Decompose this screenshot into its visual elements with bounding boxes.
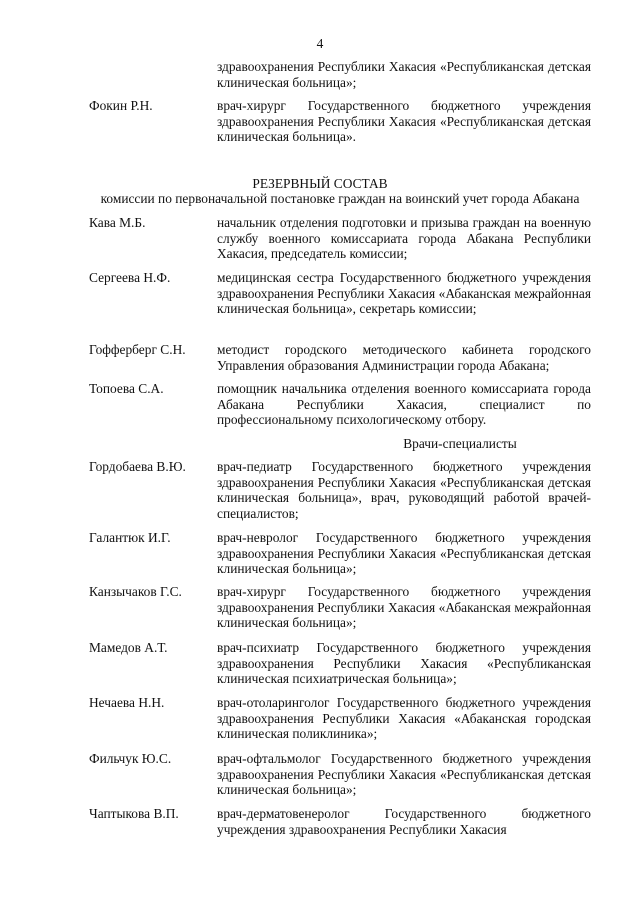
- member-name: Топоева С.А.: [89, 381, 164, 396]
- page-number: 4: [316, 36, 324, 51]
- doctor-name: Гордобаева В.Ю.: [89, 459, 186, 474]
- member-name: Фокин Р.Н.: [89, 98, 153, 113]
- doctor-description: врач-офтальмолог Государственного бюджетного учреждения здравоохранения Республики Хакасия «Республиканская детская клиническая больница»;: [217, 751, 591, 797]
- doctor-description: врач-невролог Государственного бюджетного учреждения здравоохранения Республики Хакасия «Республиканская детская клиническая больница»;: [217, 530, 591, 576]
- doctor-name: Канзычаков Г.С.: [89, 584, 182, 599]
- doctor-name: Нечаева Н.Н.: [89, 695, 165, 710]
- doctor-name: Фильчук Ю.С.: [89, 751, 172, 766]
- member-description: медицинская сестра Государственного бюджетного учреждения здравоохранения Республики Хакасия «Абаканская межрайонная клиническая больница», секретарь комиссии;: [217, 270, 591, 316]
- member-name: Сергеева Н.Ф.: [89, 270, 171, 285]
- doctor-name: Мамедов А.Т.: [89, 640, 168, 655]
- continuation-text: здравоохранения Республики Хакасия «Республиканская детская клиническая больница»;: [217, 59, 591, 90]
- reserve-subtitle: комиссии по первоначальной постановке граждан на воинский учет города Абакана: [100, 191, 580, 206]
- doctor-description: врач-хирург Государственного бюджетного учреждения здравоохранения Республики Хакасия «Абаканская межрайонная клиническая больница»;: [217, 584, 591, 630]
- doctor-name: Чаптыкова В.П.: [89, 806, 179, 821]
- reserve-title: РЕЗЕРВНЫЙ СОСТАВ: [252, 176, 388, 191]
- doctors-heading: Врачи-специалисты: [403, 436, 517, 451]
- member-description: помощник начальника отделения военного комиссариата города Абакана Республики Хакасия, специалист по профессиональному психологическому отбору.: [217, 381, 591, 427]
- member-description: врач-хирург Государственного бюджетного учреждения здравоохранения Республики Хакасия «Республиканская детская клиническая больница».: [217, 98, 591, 144]
- doctor-description: врач-отоларинголог Государственного бюджетного учреждения здравоохранения Республики Хакасия «Абаканская городская клиническая поликлиника»;: [217, 695, 591, 741]
- member-description: начальник отделения подготовки и призыва граждан на военную службу военного комиссариата города Абакана Республики Хакасия, председатель комиссии;: [217, 215, 591, 261]
- member-name: Гофферберг С.Н.: [89, 342, 186, 357]
- doctor-description: врач-психиатр Государственного бюджетного учреждения здравоохранения Республики Хакасия «Республиканская клиническая психиатрическая больница»;: [217, 640, 591, 686]
- member-description: методист городского методического кабинета городского Управления образования Администрации города Абакана;: [217, 342, 591, 373]
- doctor-name: Галантюк И.Г.: [89, 530, 171, 545]
- member-name: Кава М.Б.: [89, 215, 146, 230]
- doctor-description: врач-педиатр Государственного бюджетного учреждения здравоохранения Республики Хакасия «Республиканская детская клиническая больница», врач, руководящий работой врачей-специалистов;: [217, 459, 591, 521]
- doctor-description: врач-дерматовенеролог Государственного бюджетного учреждения здравоохранения Республики Хакасия: [217, 806, 591, 837]
